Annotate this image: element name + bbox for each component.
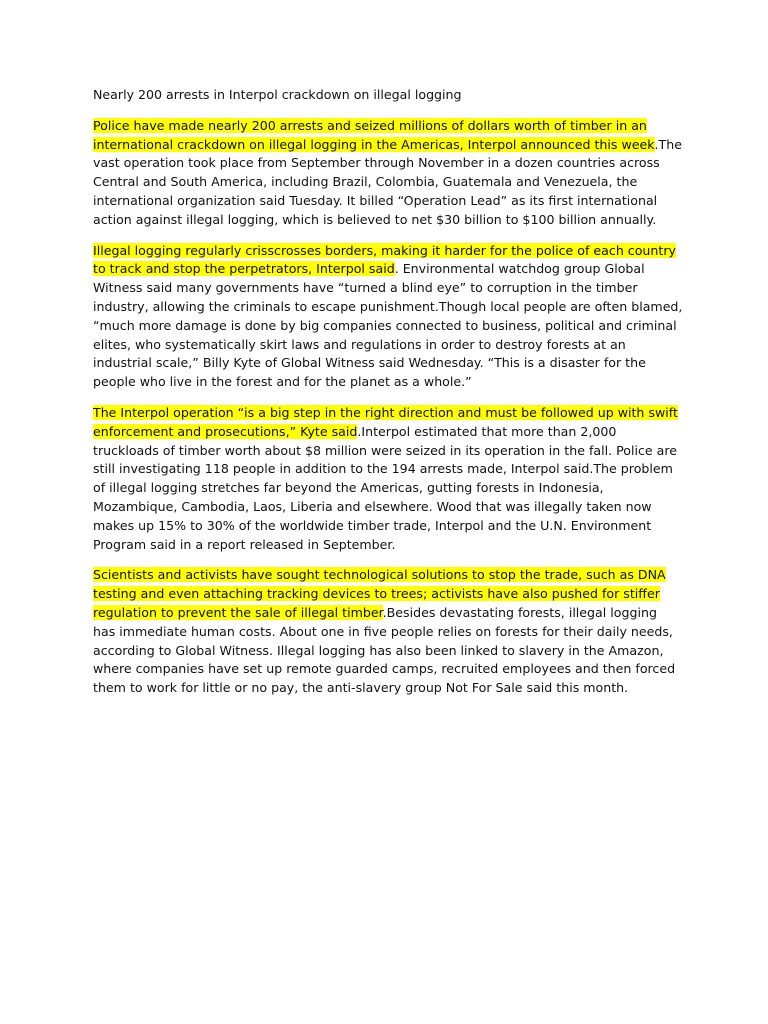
paragraph-3 xyxy=(93,404,683,554)
highlighted-text: Scientists and activists have sought technological solutions to stop the trade, such as DNA testing and even attaching tracking devices to trees; activists have also pushed for stiffer regulation to prevent the sale of illegal timber xyxy=(93,567,666,620)
paragraph-text: .Besides devastating forests, illegal logging has immediate human costs. About one in five people relies on forests for their daily needs, according to Global Witness. Illegal logging has also been linked to slavery in the Amazon, where companies have set up remote guarded camps, recruited employees and then forced them to work for little or no pay, the anti-slavery group Not For Sale said this month. xyxy=(93,604,676,696)
paragraph-1 xyxy=(93,117,683,230)
paragraph-2 xyxy=(93,242,683,392)
paragraph-text: . Environmental watchdog group Global Witness said many governments have “turned a blind eye” to corruption in the timber industry, allowing the criminals to escape punishment.Though local people are often blamed, “much more damage is done by big companies connected to business, political and criminal elites, who systematically skirt laws and regulations in order to destroy forests at an industrial scale,” Billy Kyte of Global Witness said Wednesday. “This is a disaster for the people who live in the forest and for the planet as a whole.” xyxy=(93,261,683,390)
paragraph-text: .Interpol estimated that more than 2,000 truckloads of timber worth about $8 million were seized in its operation in the fall. Police are still investigating 118 people in addition to the 194 arrests made, Interpol said.The problem of illegal logging stretches far beyond the Americas, gutting forests in Indonesia, Mozambique, Cambodia, Laos, Liberia and elsewhere. Wood that was illegally taken now makes up 15% to 30% of the worldwide timber trade, Interpol and the U.N. Environment Program said in a report released in September. xyxy=(93,423,678,552)
paragraph-text: .The vast operation took place from September through November in a dozen countries across Central and South America, including Brazil, Colombia, Guatemala and Venezuela, the international organization said Tuesday. It billed “Operation Lead” as its first international action against illegal logging, which is believed to net $30 billion to $100 billion annually. xyxy=(93,136,682,227)
highlighted-text: Illegal logging regularly crisscrosses borders, making it harder for the police of each country to track and stop the perpetrators, Interpol said xyxy=(93,242,676,277)
paragraph-4 xyxy=(93,566,683,698)
document-page xyxy=(93,86,683,710)
highlighted-text: The Interpol operation “is a big step in the right direction and must be followed up with swift enforcement and prosecutions,” Kyte said xyxy=(93,404,678,439)
document-title: Nearly 200 arrests in Interpol crackdown on illegal logging xyxy=(93,87,462,102)
highlighted-text: Police have made nearly 200 arrests and seized millions of dollars worth of timber in an international crackdown on illegal logging in the Americas, Interpol announced this week xyxy=(93,117,655,152)
